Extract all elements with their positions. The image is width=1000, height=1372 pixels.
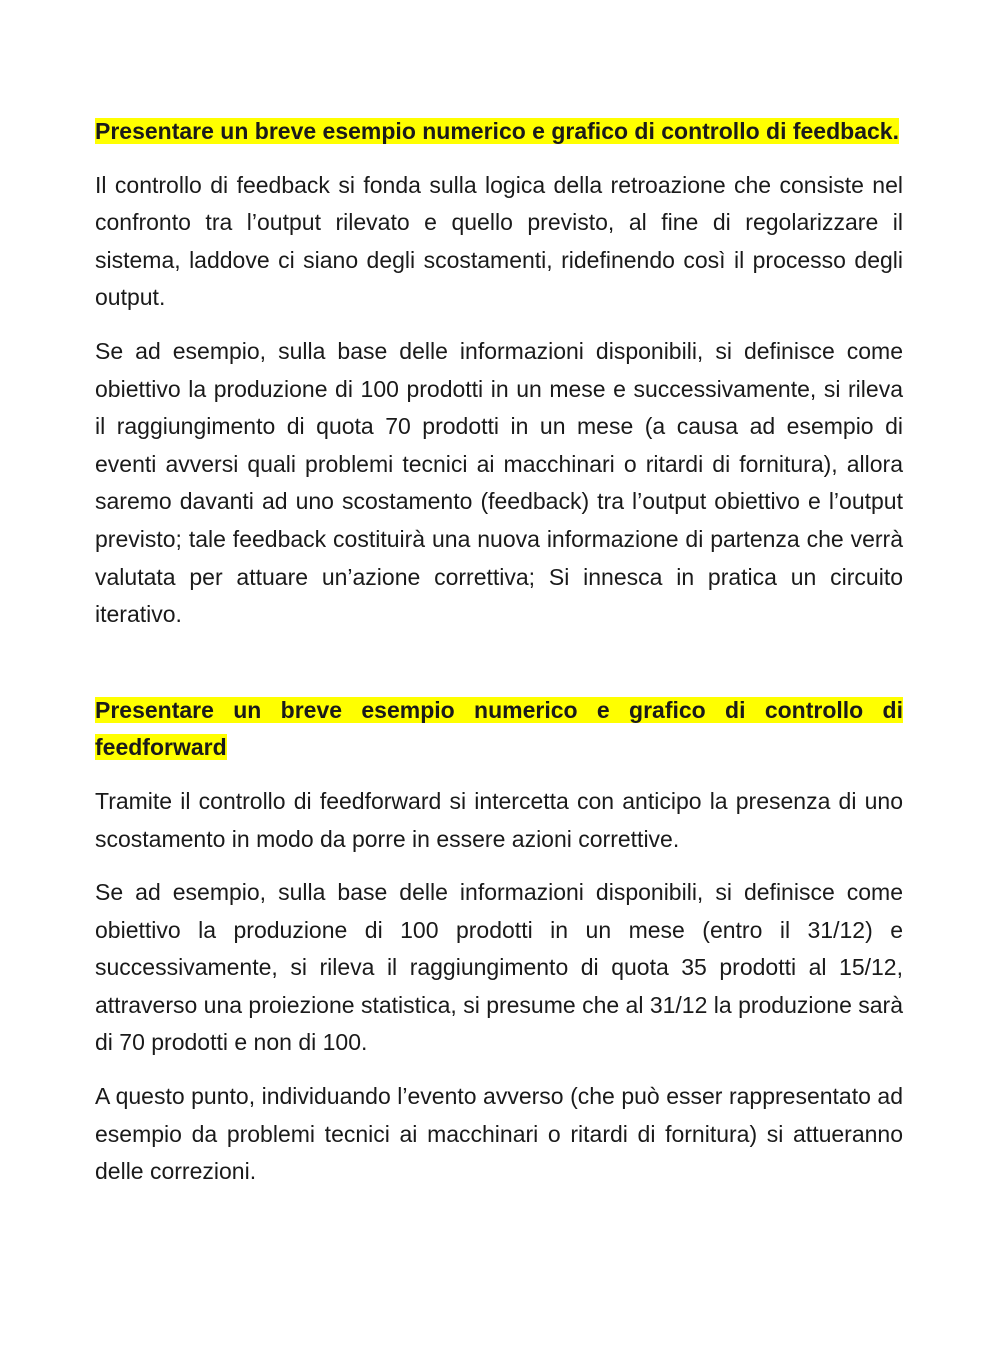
body-paragraph: Se ad esempio, sulla base delle informazioni disponibili, si definisce come obiettivo la produzione di 100 prodotti in un mese (entro il 31/12) e successivamente, si rileva il raggiungimento di quota 35 prodotti al 15/12, attraverso una proiezione statistica, si presume che al 31/12 la produzione sarà di 70 prodotti e non di 100. — [95, 879, 904, 1056]
section-heading — [95, 113, 903, 151]
section-feedback — [95, 113, 903, 634]
section-feedforward — [95, 692, 903, 1191]
section-spacer — [95, 634, 903, 692]
body-paragraph: Il controllo di feedback si fonda sulla logica della retroazione che consiste nel confronto tra l’output rilevato e quello previsto, al fine di regolarizzare il sistema, laddove ci siano degli scostamenti, ridefinendo così il processo degli output. — [95, 171, 903, 311]
highlighted-heading-text: Presentare un breve esempio numerico e grafico di controllo di feedback. — [95, 118, 899, 144]
section-heading — [95, 692, 903, 767]
body-paragraph: Tramite il controllo di feedforward si intercetta con anticipo la presenza di uno scostamento in modo da porre in essere azioni correttive. — [95, 787, 903, 852]
body-paragraph: Se ad esempio, sulla base delle informazioni disponibili, si definisce come obiettivo la produzione di 100 prodotti in un mese e successivamente, si rileva il raggiungimento di quota 70 prodotti in un mese (a causa ad esempio di eventi avversi quali problemi tecnici ai macchinari o ritardi di fornitura), allora saremo davanti ad uno scostamento (feedback) tra l’output obiettivo e l’output previsto; tale feedback costituirà una nuova informazione di partenza che verrà valutata per attuare un’azione correttiva; Si innesca in pratica un circuito iterativo. — [95, 337, 903, 628]
highlighted-heading-text: Presentare un breve esempio numerico e grafico di controllo di feedforward — [95, 696, 903, 761]
body-paragraph: A questo punto, individuando l’evento avverso (che può esser rappresentato ad esempio da problemi tecnici ai macchinari o ritardi di fornitura) si attueranno delle correzioni. — [95, 1083, 903, 1185]
document-page — [95, 113, 903, 1191]
